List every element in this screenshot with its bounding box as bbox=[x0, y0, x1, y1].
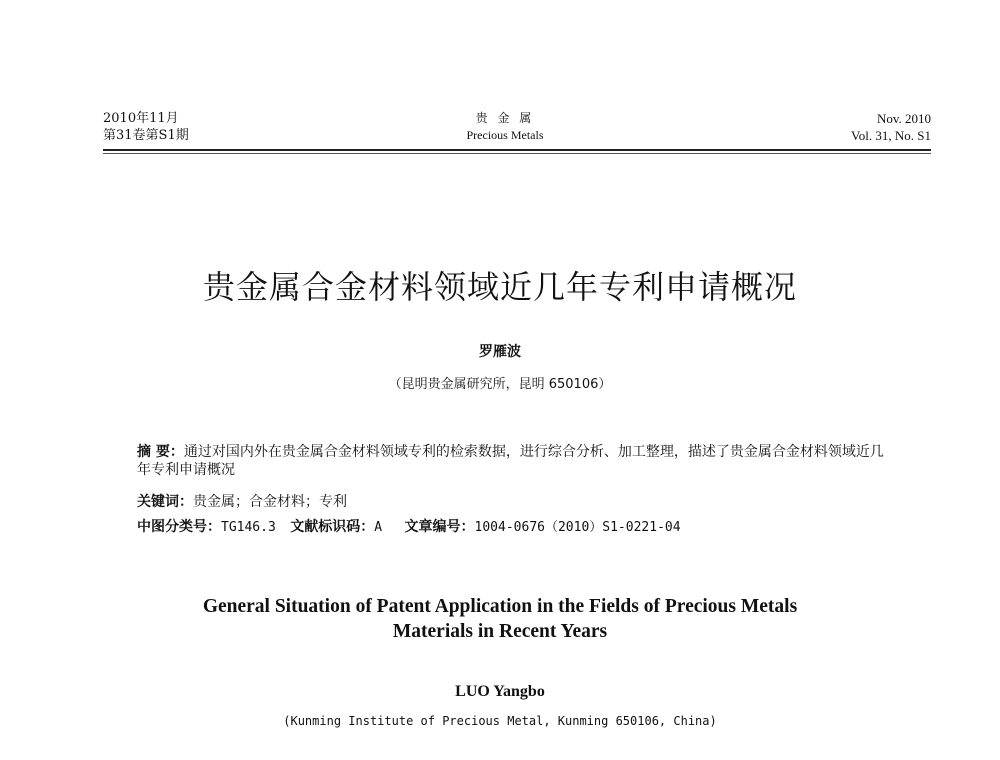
paper-title-cn: 贵金属合金材料领域近几年专利申请概况 bbox=[202, 268, 797, 306]
header-date-en: Nov. 2010 bbox=[876, 111, 931, 126]
author-name-en: LUO Yangbo bbox=[455, 683, 545, 700]
affiliation-cn: （昆明贵金属研究所，昆明 650106） bbox=[388, 377, 612, 392]
author-name-cn: 罗雁波 bbox=[479, 344, 521, 360]
keywords-text: 贵金属；合金材料；专利 bbox=[193, 494, 347, 510]
title-en-line-2: Materials in Recent Years bbox=[392, 621, 608, 642]
header-rule bbox=[103, 149, 931, 151]
header-rule-thin bbox=[103, 153, 931, 154]
affiliation-en: (Kunming Institute of Precious Metal, Kunming 650106, China) bbox=[283, 714, 717, 728]
header-right bbox=[851, 110, 931, 144]
abstract bbox=[137, 443, 897, 479]
abstract-text: 通过对国内外在贵金属合金材料领域专利的检索数据，进行综合分析、加工整理，描述了贵金属合金材料领域近几年专利申请概况 bbox=[137, 444, 884, 478]
keywords-label: 关键词： bbox=[137, 494, 193, 510]
clc-value: TG146.3 bbox=[221, 520, 276, 535]
doc-code-value: A bbox=[374, 520, 383, 535]
header-center bbox=[430, 110, 580, 144]
header-issue-cn: 第31卷第S1期 bbox=[103, 128, 189, 143]
journal-name-cn: 贵 金 属 bbox=[475, 111, 535, 125]
title-en-line-1: General Situation of Patent Application in the Fields of Precious Metals bbox=[202, 596, 798, 617]
doc-code-label: 文献标识码： bbox=[290, 519, 375, 535]
abstract-label: 摘 要： bbox=[137, 444, 184, 460]
header-date-cn: 2010年11月 bbox=[103, 111, 179, 126]
keywords bbox=[137, 493, 897, 511]
header-issue-en: Vol. 31, No. S1 bbox=[851, 128, 931, 143]
classification-line bbox=[137, 518, 897, 537]
article-number-label: 文章编号： bbox=[404, 519, 475, 535]
paper-title-en bbox=[0, 594, 1000, 644]
article-number-value: 1004-0676（2010）S1-0221-04 bbox=[474, 520, 681, 535]
header-left bbox=[103, 110, 189, 144]
journal-name-en: Precious Metals bbox=[466, 128, 544, 142]
clc-label: 中图分类号： bbox=[137, 519, 221, 535]
